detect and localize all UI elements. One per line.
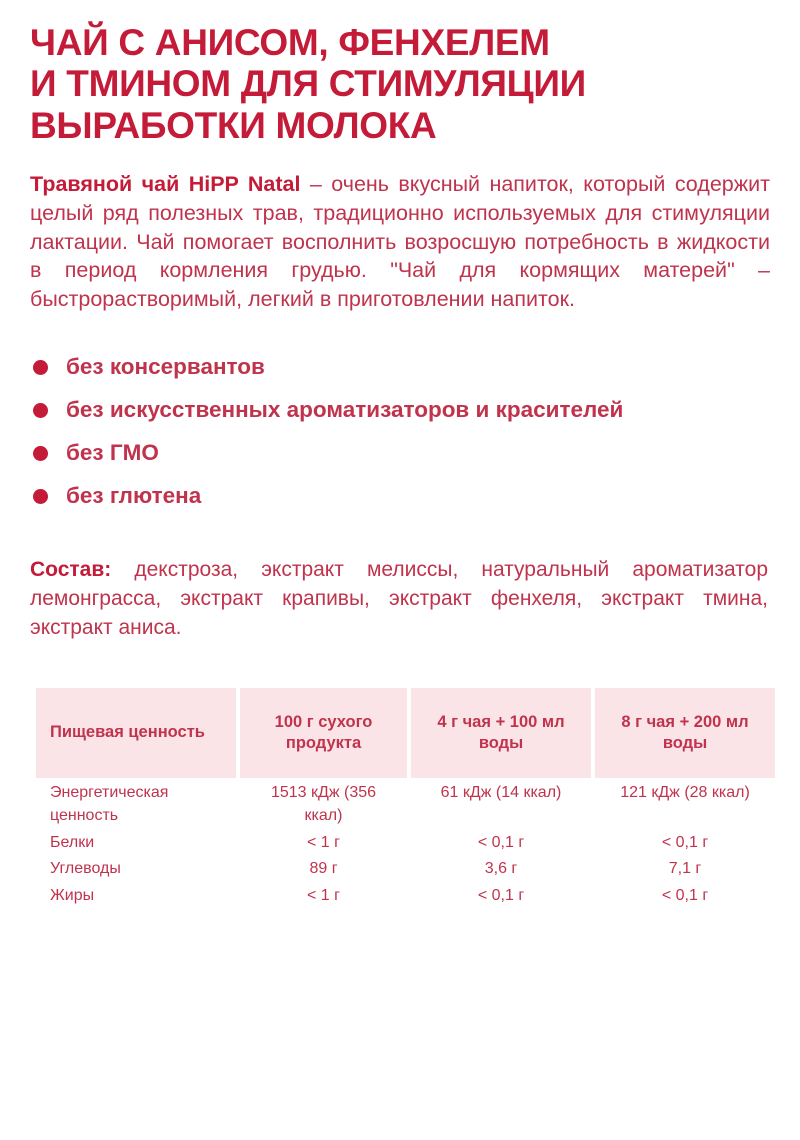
cell-energy-8g: 121 кДж (28 ккал) bbox=[620, 784, 750, 802]
cell-protein-4g: < 0,1 г bbox=[477, 833, 525, 851]
column-header-dry-100g: 100 г сухого продукта bbox=[240, 688, 407, 778]
cell-carbs-8g: 7,1 г bbox=[668, 860, 702, 878]
list-item bbox=[30, 396, 774, 439]
nutrition-table bbox=[32, 684, 779, 912]
composition-paragraph bbox=[30, 556, 774, 642]
row-label-carbs: Углеводы bbox=[50, 860, 121, 878]
table-row bbox=[36, 858, 775, 881]
bullet-dot-icon bbox=[33, 403, 48, 418]
bullet-dot-icon bbox=[33, 360, 48, 375]
intro-paragraph bbox=[30, 170, 774, 313]
table-row bbox=[36, 782, 775, 827]
cell-energy-dry: 1513 кДж (356 ккал) bbox=[270, 784, 377, 824]
table-header-row bbox=[36, 688, 775, 778]
cell-carbs-dry: 89 г bbox=[309, 860, 338, 878]
page-title bbox=[30, 22, 774, 146]
column-header-8g-200ml: 8 г чая + 200 мл воды bbox=[595, 688, 775, 778]
cell-fat-8g: < 0,1 г bbox=[661, 886, 709, 904]
bullet-dot-icon bbox=[33, 489, 48, 504]
list-item bbox=[30, 439, 774, 482]
list-item-label: без искусственных ароматизаторов и красителей bbox=[66, 397, 624, 423]
column-header-4g-100ml: 4 г чая + 100 мл воды bbox=[411, 688, 591, 778]
page-title-line-3: ВЫРАБОТКИ МОЛОКА bbox=[30, 104, 437, 146]
list-item-label: без глютена bbox=[66, 482, 202, 508]
list-item bbox=[30, 482, 774, 525]
row-label-energy: Энергетическая ценность bbox=[50, 784, 169, 824]
list-item-label: без ГМО bbox=[66, 439, 159, 465]
cell-carbs-4g: 3,6 г bbox=[484, 860, 518, 878]
row-label-protein: Белки bbox=[50, 833, 95, 851]
list-item-label: без консервантов bbox=[66, 354, 265, 380]
nutrition-table-body bbox=[36, 782, 775, 908]
table-row bbox=[36, 832, 775, 855]
column-header-nutrition: Пищевая ценность bbox=[36, 688, 236, 778]
composition-label: Состав: bbox=[30, 558, 112, 582]
cell-protein-dry: < 1 г bbox=[307, 833, 340, 851]
composition-text: декстроза, экстракт мелиссы, натуральный ароматизатор лемонграсса, экстракт крапивы, экстракт фенхеля, экстракт тмина, экстракт аниса. bbox=[30, 558, 768, 639]
cell-energy-4g: 61 кДж (14 ккал) bbox=[440, 784, 562, 802]
nutrition-table-header bbox=[36, 688, 775, 778]
cell-fat-4g: < 0,1 г bbox=[477, 886, 525, 904]
intro-lead: Травяной чай HiPP Natal bbox=[30, 172, 301, 197]
list-item bbox=[30, 353, 774, 396]
page-title-line-1: ЧАЙ С АНИСОМ, ФЕНХЕЛЕМ bbox=[30, 22, 550, 63]
bullet-dot-icon bbox=[33, 446, 48, 461]
table-row bbox=[36, 885, 775, 908]
row-label-fat: Жиры bbox=[50, 886, 95, 904]
page-title-line-2: И ТМИНОМ ДЛЯ СТИМУЛЯЦИИ bbox=[30, 63, 586, 105]
feature-list bbox=[30, 353, 774, 524]
cell-fat-dry: < 1 г bbox=[307, 886, 340, 904]
cell-protein-8g: < 0,1 г bbox=[661, 833, 709, 851]
intro-rest: – очень вкусный напиток, который содержит целый ряд полезных трав, традиционно используемых для стимуляции лактации. Чай помогает восполнить возросшую потребность в жидкости в период кормления грудью. "Чай для кормящих матерей" – быстрорастворимый, легкий в приготовлении напиток. bbox=[30, 172, 770, 311]
